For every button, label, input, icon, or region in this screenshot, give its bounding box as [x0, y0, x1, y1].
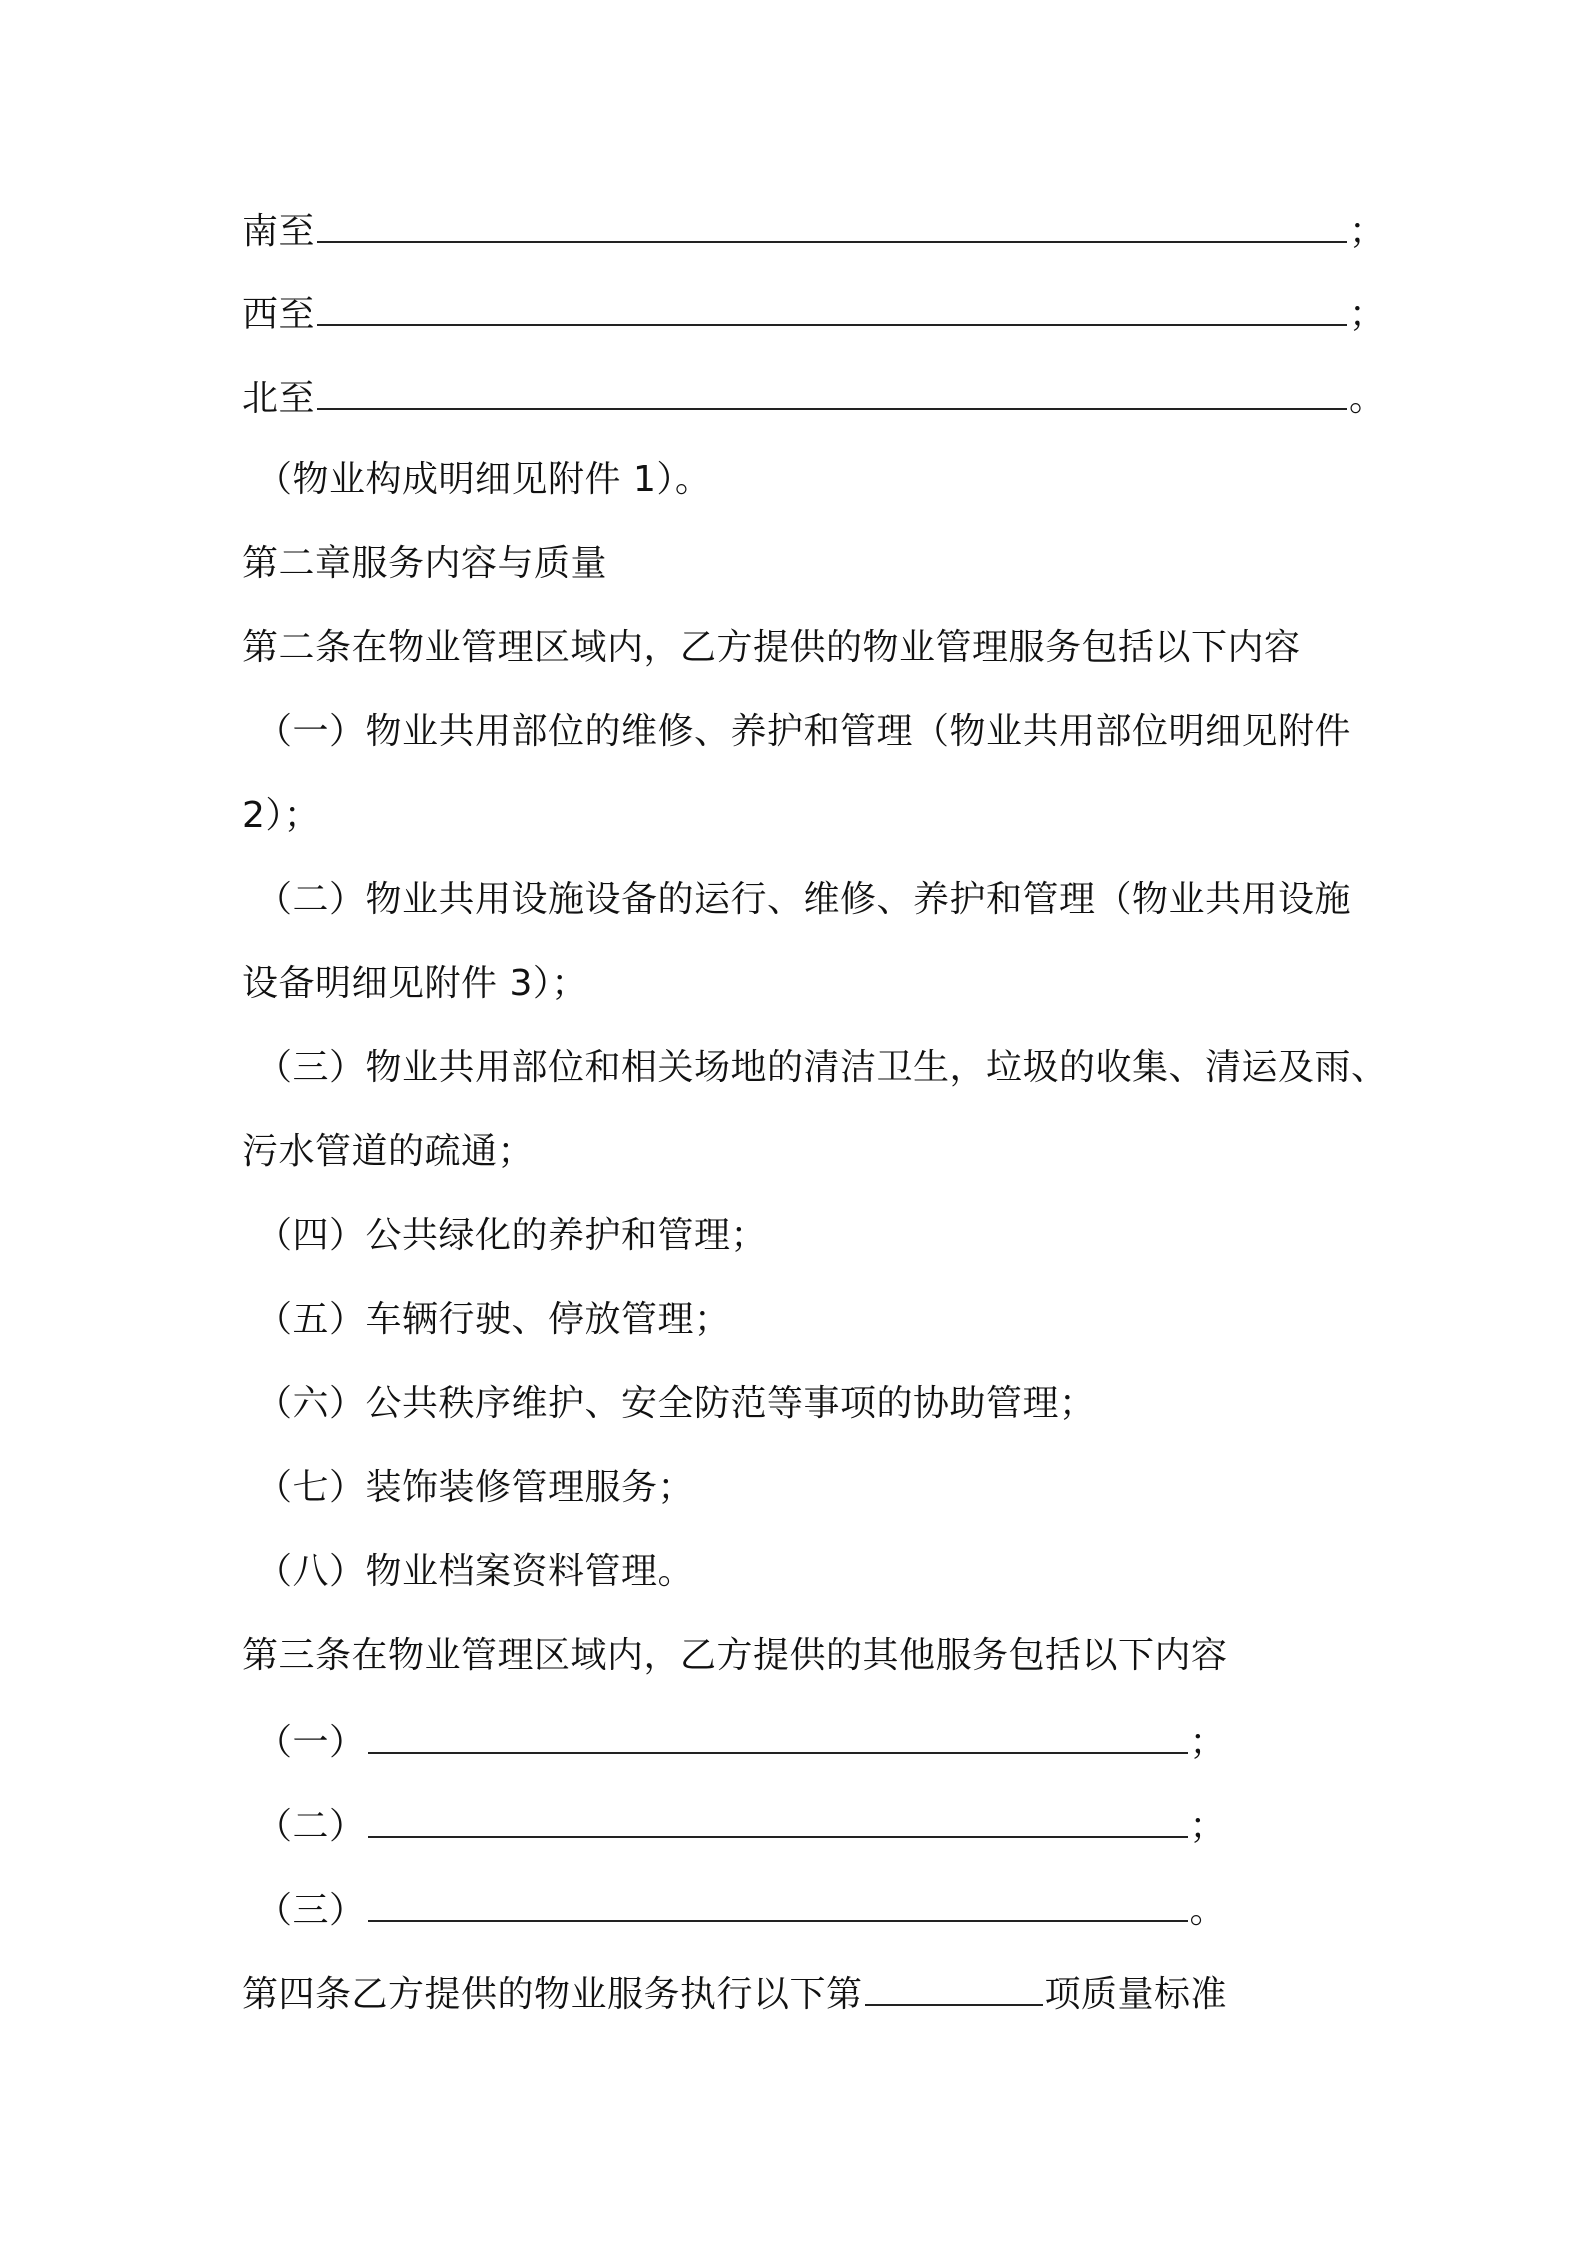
article-two-item6: （六）公共秩序维护、安全防范等事项的协助管理； [256, 1383, 1096, 1424]
article-two-item2-line2: 设备明细见附件 3）； [242, 963, 588, 1004]
article-three-item1-end: ； [1189, 1722, 1227, 1763]
boundary-north-label: 北至 [242, 378, 316, 419]
article-two-item8: （八）物业档案资料管理。 [256, 1551, 695, 1592]
article-three-item3-end: 。 [1189, 1890, 1227, 1931]
article-four-suffix: 项质量标准 [1044, 1974, 1228, 2015]
article-two-item3-line2: 污水管道的疏通； [242, 1131, 535, 1172]
property-detail-note: （物业构成明细见附件 1）。 [256, 459, 712, 500]
article-three-item2-end: ； [1189, 1806, 1227, 1847]
article-two-item3-line1: （三）物业共用部位和相关场地的清洁卫生，垃圾的收集、清运及雨、 [256, 1047, 1388, 1088]
boundary-north-blank[interactable] [317, 372, 1347, 410]
article-three-item3 [256, 1884, 1226, 1935]
article-three-item2-label: （二） [256, 1806, 366, 1847]
article-two-item1-line2: 2）； [242, 795, 321, 836]
boundary-south-label: 南至 [242, 211, 316, 252]
article-two-title: 第二条在物业管理区域内，乙方提供的物业管理服务包括以下内容 [242, 627, 1301, 668]
article-three-item1-label: （一） [256, 1722, 366, 1763]
chapter-two-title: 第二章服务内容与质量 [242, 543, 608, 584]
boundary-west-label: 西至 [242, 294, 316, 335]
boundary-south [242, 205, 1386, 256]
boundary-south-end: ； [1349, 211, 1386, 252]
boundary-north [242, 372, 1386, 423]
boundary-north-end: 。 [1349, 378, 1386, 419]
article-four-prefix: 第四条乙方提供的物业服务执行以下第 [242, 1974, 863, 2015]
article-two-item4: （四）公共绿化的养护和管理； [256, 1215, 768, 1256]
article-two-item7: （七）装饰装修管理服务； [256, 1467, 695, 1508]
article-two-item1-line1: （一）物业共用部位的维修、养护和管理（物业共用部位明细见附件 [256, 711, 1352, 752]
boundary-west-blank[interactable] [317, 288, 1347, 326]
article-three-item3-blank[interactable] [368, 1884, 1188, 1922]
article-three-item1-blank[interactable] [368, 1716, 1188, 1754]
article-three-item2-blank[interactable] [368, 1800, 1188, 1838]
article-two-item2-line1: （二）物业共用设施设备的运行、维修、养护和管理（物业共用设施 [256, 879, 1352, 920]
article-two-item5: （五）车辆行驶、停放管理； [256, 1299, 731, 1340]
boundary-west [242, 288, 1386, 339]
boundary-west-end: ； [1349, 294, 1386, 335]
article-three-title: 第三条在物业管理区域内，乙方提供的其他服务包括以下内容 [242, 1635, 1228, 1676]
boundary-south-blank[interactable] [317, 205, 1347, 243]
article-three-item1 [256, 1716, 1226, 1767]
article-three-item3-label: （三） [256, 1890, 366, 1931]
article-four [242, 1968, 1227, 2019]
article-three-item2 [256, 1800, 1226, 1851]
article-four-blank[interactable] [865, 1968, 1043, 2006]
